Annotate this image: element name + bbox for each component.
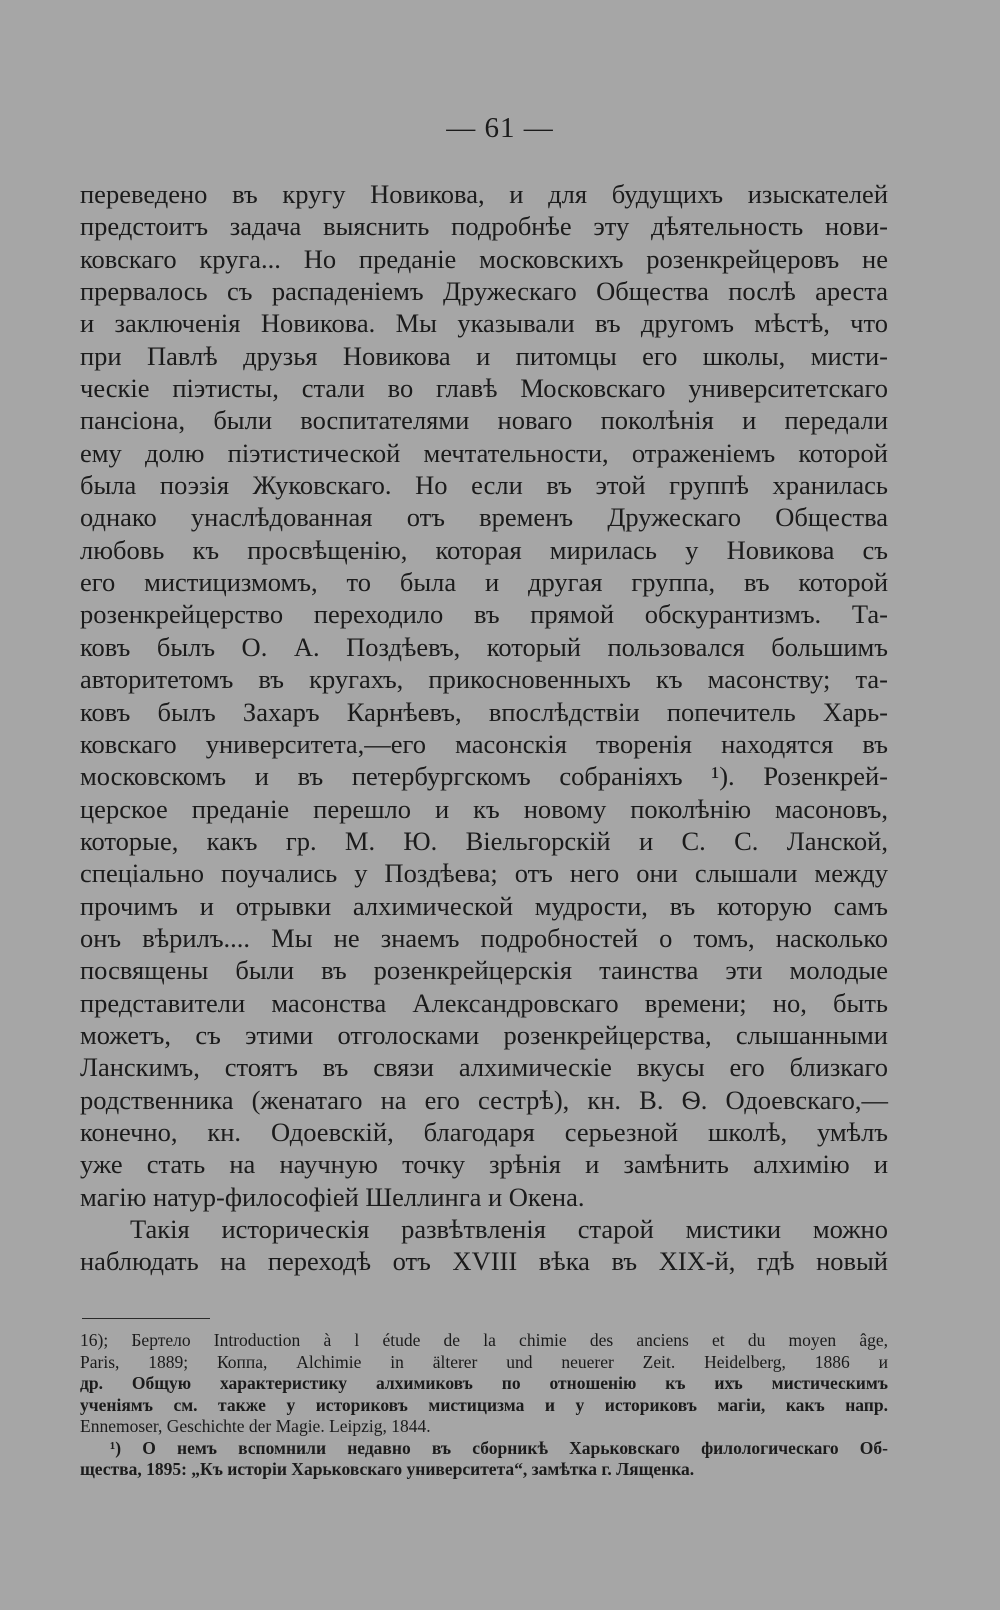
text-line: церское преданіе перешло и къ новому поколѣнію масоновъ, <box>80 793 888 824</box>
text-line: ковъ былъ О. А. Поздѣевъ, который пользовался большимъ <box>80 631 888 662</box>
text-line: при Павлѣ друзья Новикова и питомцы его школы, мисти- <box>80 340 888 371</box>
text-line: родственника (женатаго на его сестрѣ), кн. В. Ѳ. Одоевскаго,— <box>80 1084 888 1115</box>
text-line: ческіе піэтисты, стали во главѣ Московскаго университетскаго <box>80 373 888 404</box>
text-line: представители масонства Александровскаго времени; но, быть <box>80 987 888 1018</box>
main-text <box>80 178 888 1278</box>
footnote-line: Ennemoser, Geschichte der Magie. Leipzig, 1844. <box>80 1416 431 1436</box>
text-line: и заключенія Новикова. Мы указывали въ другомъ мѣстѣ, что <box>80 308 888 339</box>
text-line: московскомъ и въ петербургскомъ собраніяхъ ¹). Розенкрей- <box>80 761 888 792</box>
text-line: Ланскимъ, стоятъ въ связи алхимическіе вкусы его близкаго <box>80 1052 888 1083</box>
page-number: — 61 — <box>446 112 554 144</box>
text-line: авторитетомъ въ кругахъ, прикосновенныхъ къ масонству; та- <box>80 664 888 695</box>
text-line: онъ вѣрилъ.... Мы не знаемъ подробностей о томъ, насколько <box>80 922 888 953</box>
text-line: спеціально поучались у Поздѣева; отъ него они слышали между <box>80 858 888 889</box>
text-line: наблюдать на переходѣ отъ XVIII вѣка въ XIX-й, гдѣ новый <box>80 1246 888 1277</box>
text-line: прервалось съ распаденіемъ Дружескаго Общества послѣ ареста <box>80 276 888 307</box>
text-line: предстоитъ задача выяснить подробнѣе эту дѣятельность нови- <box>80 211 888 242</box>
text-line: конечно, кн. Одоевскій, благодаря серьезной школѣ, умѣлъ <box>80 1116 888 1147</box>
footnote-line: др. Общую характеристику алхимиковъ по отношенію къ ихъ мистическимъ <box>80 1373 888 1393</box>
footnote-line: щества, 1895: „Къ исторіи Харьковскаго университета“, замѣтка г. Лященка. <box>80 1459 695 1479</box>
text-line: пансіона, были воспитателями новаго поколѣнія и передали <box>80 405 888 436</box>
footnote-line: ученіямъ см. также у историковъ мистицизма и у историковъ магіи, какъ напр. <box>80 1394 888 1415</box>
footnote-divider <box>82 1318 210 1319</box>
footnotes <box>80 1330 888 1481</box>
text-line: ковскаго университета,—его масонскія творенія находятся въ <box>80 728 888 759</box>
text-line: прочимъ и отрывки алхимической мудрости, въ которую самъ <box>80 890 888 921</box>
text-line: магію натур-философіей Шеллинга и Окена. <box>80 1181 585 1212</box>
text-line: ковскаго круга... Но преданіе московскихъ розенкрейцеровъ не <box>80 243 888 274</box>
text-line: ему долю піэтистической мечтательности, отраженіемъ которой <box>80 437 888 468</box>
text-line: уже стать на научную точку зрѣнія и замѣнить алхимію и <box>80 1149 888 1180</box>
footnote-line: ¹) О немъ вспомнили недавно въ сборникѣ Харьковскаго филологическаго Об- <box>110 1437 888 1458</box>
text-line: розенкрейцерство переходило въ прямой обскурантизмъ. Та- <box>80 599 888 630</box>
text-line: ковъ былъ Захаръ Карнѣевъ, впослѣдствіи попечитель Харь- <box>80 696 888 727</box>
text-line: Такія историческія развѣтвленія старой мистики можно <box>130 1214 888 1244</box>
footnote-line: 16); Бертело Introduction à l étude de la chimie des anciens et du moyen âge, <box>80 1330 888 1350</box>
text-line: посвящены были въ розенкрейцерскія таинства эти молодые <box>80 955 888 986</box>
text-line: которые, какъ гр. М. Ю. Віельгорскій и С. С. Ланской, <box>80 825 888 856</box>
text-line: можетъ, съ этими отголосками розенкрейцерства, слышанными <box>80 1019 888 1050</box>
text-line: его мистицизмомъ, то была и другая группа, въ которой <box>80 567 888 598</box>
text-line: была поэзія Жуковскаго. Но если въ этой группѣ хранилась <box>80 470 888 501</box>
text-line: однако унаслѣдованная отъ временъ Дружескаго Общества <box>80 502 888 533</box>
footnote-line: Paris, 1889; Коппа, Alchimie in älterer und neuerer Zeit. Heidelberg, 1886 и <box>80 1351 888 1372</box>
text-line: любовь къ просвѣщенію, которая мирилась у Новикова съ <box>80 534 888 565</box>
text-line: переведено въ кругу Новикова, и для будущихъ изыскателей <box>80 179 888 209</box>
